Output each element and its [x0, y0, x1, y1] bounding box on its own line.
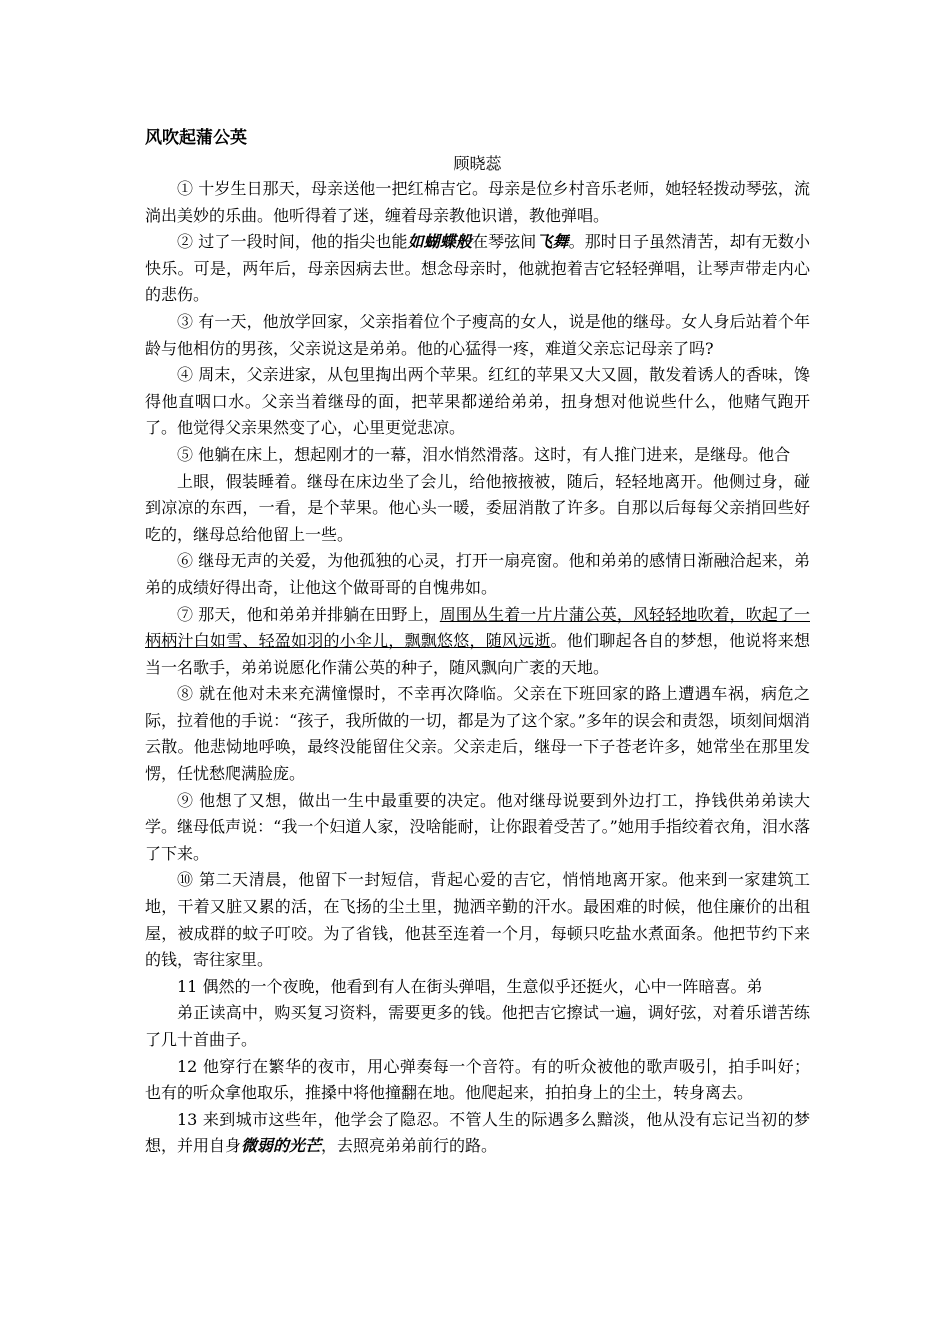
- paragraph-2: [145, 229, 810, 309]
- paragraph-2-text-start: ② 过了一段时间，他的指尖也能: [177, 232, 408, 252]
- paragraph-5-part-1: ⑤ 他躺在床上，想起刚才的一幕，泪水悄然滑落。这时，有人推门进来，是继母。他合: [177, 444, 791, 464]
- paragraph-13-text-start: 13 来到城市这些年，他学会了隐忍。不管人生的际遇多么黯淡，他从没有忘记当初的梦想，并用自身: [145, 1109, 810, 1156]
- paragraph-11-part-1: 11 偶然的一个夜晚，他看到有人在街头弹唱，生意似乎还挺火，心中一阵暗喜。弟: [177, 976, 763, 996]
- paragraph-10: ⑩ 第二天清晨，他留下一封短信，背起心爱的吉它，悄悄地离开家。他来到一家建筑工地，干着又脏又累的活，在飞扬的尘土里，抛洒辛勤的汗水。最困难的时候，他住廉价的出租屋，被成群的蚊子叮咬。为了省钱，他甚至连着一个月，每顿只吃盐水煮面条。他把节约下来的钱，寄往家里。: [145, 870, 810, 970]
- paragraph-7-text-end: 。他们聊起各自的梦想，他说将来想当一名歌手，弟弟说愿化作蒲公英的种子，随风飘向广袤的天地。: [145, 631, 810, 677]
- paragraph-9: ⑨ 他想了又想，做出一生中最重要的决定。他对继母说要到外边打工，挣钱供弟弟读大学。继母低声说：“我一个妇道人家，没啥能耐，让你跟着受苦了。”她用手指绞着衣角，泪水落了下来。: [145, 790, 810, 863]
- paragraph-7: [145, 602, 810, 682]
- paragraph-5-part-2: 上眼，假装睡着。继母在床边坐了会儿，给他掖掖被，随后，轻轻地离开。他侧过身，碰到凉凉的东西，一看，是个苹果。他心头一暖，委屈消散了许多。自那以后每每父亲捎回些好吃的，继母总给他留上一些。: [145, 471, 810, 544]
- emphasis-phrase-faint-light: 微弱的光芒: [241, 1136, 322, 1156]
- paragraph-7-text-start: ⑦ 那天，他和弟弟并排躺在田野上，: [177, 604, 440, 624]
- paragraph-13: [145, 1107, 810, 1160]
- paragraph-2-text-end: 。那时日子虽然清苦，却有无数小快乐。可是，两年后，母亲因病去世。想念母亲时，他就抱着吉它轻轻弹唱，让琴声带走内心的悲伤。: [145, 232, 810, 305]
- paragraph-2-text-middle: 在琴弦间: [471, 232, 537, 252]
- paragraph-3: ③ 有一天，他放学回家，父亲指着位个子瘦高的女人，说是他的继母。女人身后站着个年龄与他相仿的男孩，父亲说这是弟弟。他的心猛得一疼，难道父亲忘记母亲了吗?: [145, 311, 810, 358]
- paragraph-8: ⑧ 就在他对未来充满憧憬时，不幸再次降临。父亲在下班回家的路上遭遇车祸，病危之际，拉着他的手说：“孩子，我所做的一切，都是为了这个家。”多年的误会和责怨，顷刻间烟消云散。他悲恸地呼唤，最终没能留住父亲。父亲走后，继母一下子苍老许多，她常坐在那里发愣，任忧愁爬满脸庞。: [145, 684, 810, 784]
- emphasis-phrase-dance: 飞舞: [536, 232, 569, 252]
- paragraph-4: ④ 周末，父亲进家，从包里掏出两个苹果。红红的苹果又大又圆，散发着诱人的香味，馋得他直咽口水。父亲当着继母的面，把苹果都递给弟弟，扭身想对他说些什么，他赌气跑开了。他觉得父亲果然变了心，心里更觉悲凉。: [145, 365, 810, 438]
- emphasis-phrase-butterfly: 如蝴蝶般: [407, 232, 472, 252]
- document-page: [145, 124, 810, 1160]
- paragraph-13-text-end: ，去照亮弟弟前行的路。: [321, 1136, 498, 1156]
- paragraph-11-part-2: 弟正读高中，购买复习资料，需要更多的钱。他把吉它擦试一遍，调好弦，对着乐谱苦练了几十首曲子。: [145, 1003, 810, 1049]
- paragraph-12: 12 他穿行在繁华的夜市，用心弹奏每一个音符。有的听众被他的歌声吸引，拍手叫好；也有的听众拿他取乐，推搡中将他撞翻在地。他爬起来，拍拍身上的尘土，转身离去。: [145, 1056, 810, 1103]
- paragraph-1: ① 十岁生日那天，母亲送他一把红棉吉它。母亲是位乡村音乐老师，她轻轻拨动琴弦，流淌出美妙的乐曲。他听得着了迷，缠着母亲教他识谱，教他弹唱。: [145, 179, 810, 225]
- underlined-sentence: 周围丛生着一片片蒲公英，风轻轻地吹着，吹起了一柄柄汁白如雪、轻盈如羽的小伞儿，飘飘悠悠，随风远逝: [145, 604, 810, 651]
- article-author: 顾晓蕊: [453, 154, 502, 173]
- article-title: 风吹起蒲公英: [145, 128, 247, 148]
- paragraph-6: ⑥ 继母无声的关爱，为他孤独的心灵，打开一扇亮窗。他和弟弟的感情日渐融洽起来，弟弟的成绩好得出奇，让他这个做哥哥的自愧弗如。: [145, 551, 810, 597]
